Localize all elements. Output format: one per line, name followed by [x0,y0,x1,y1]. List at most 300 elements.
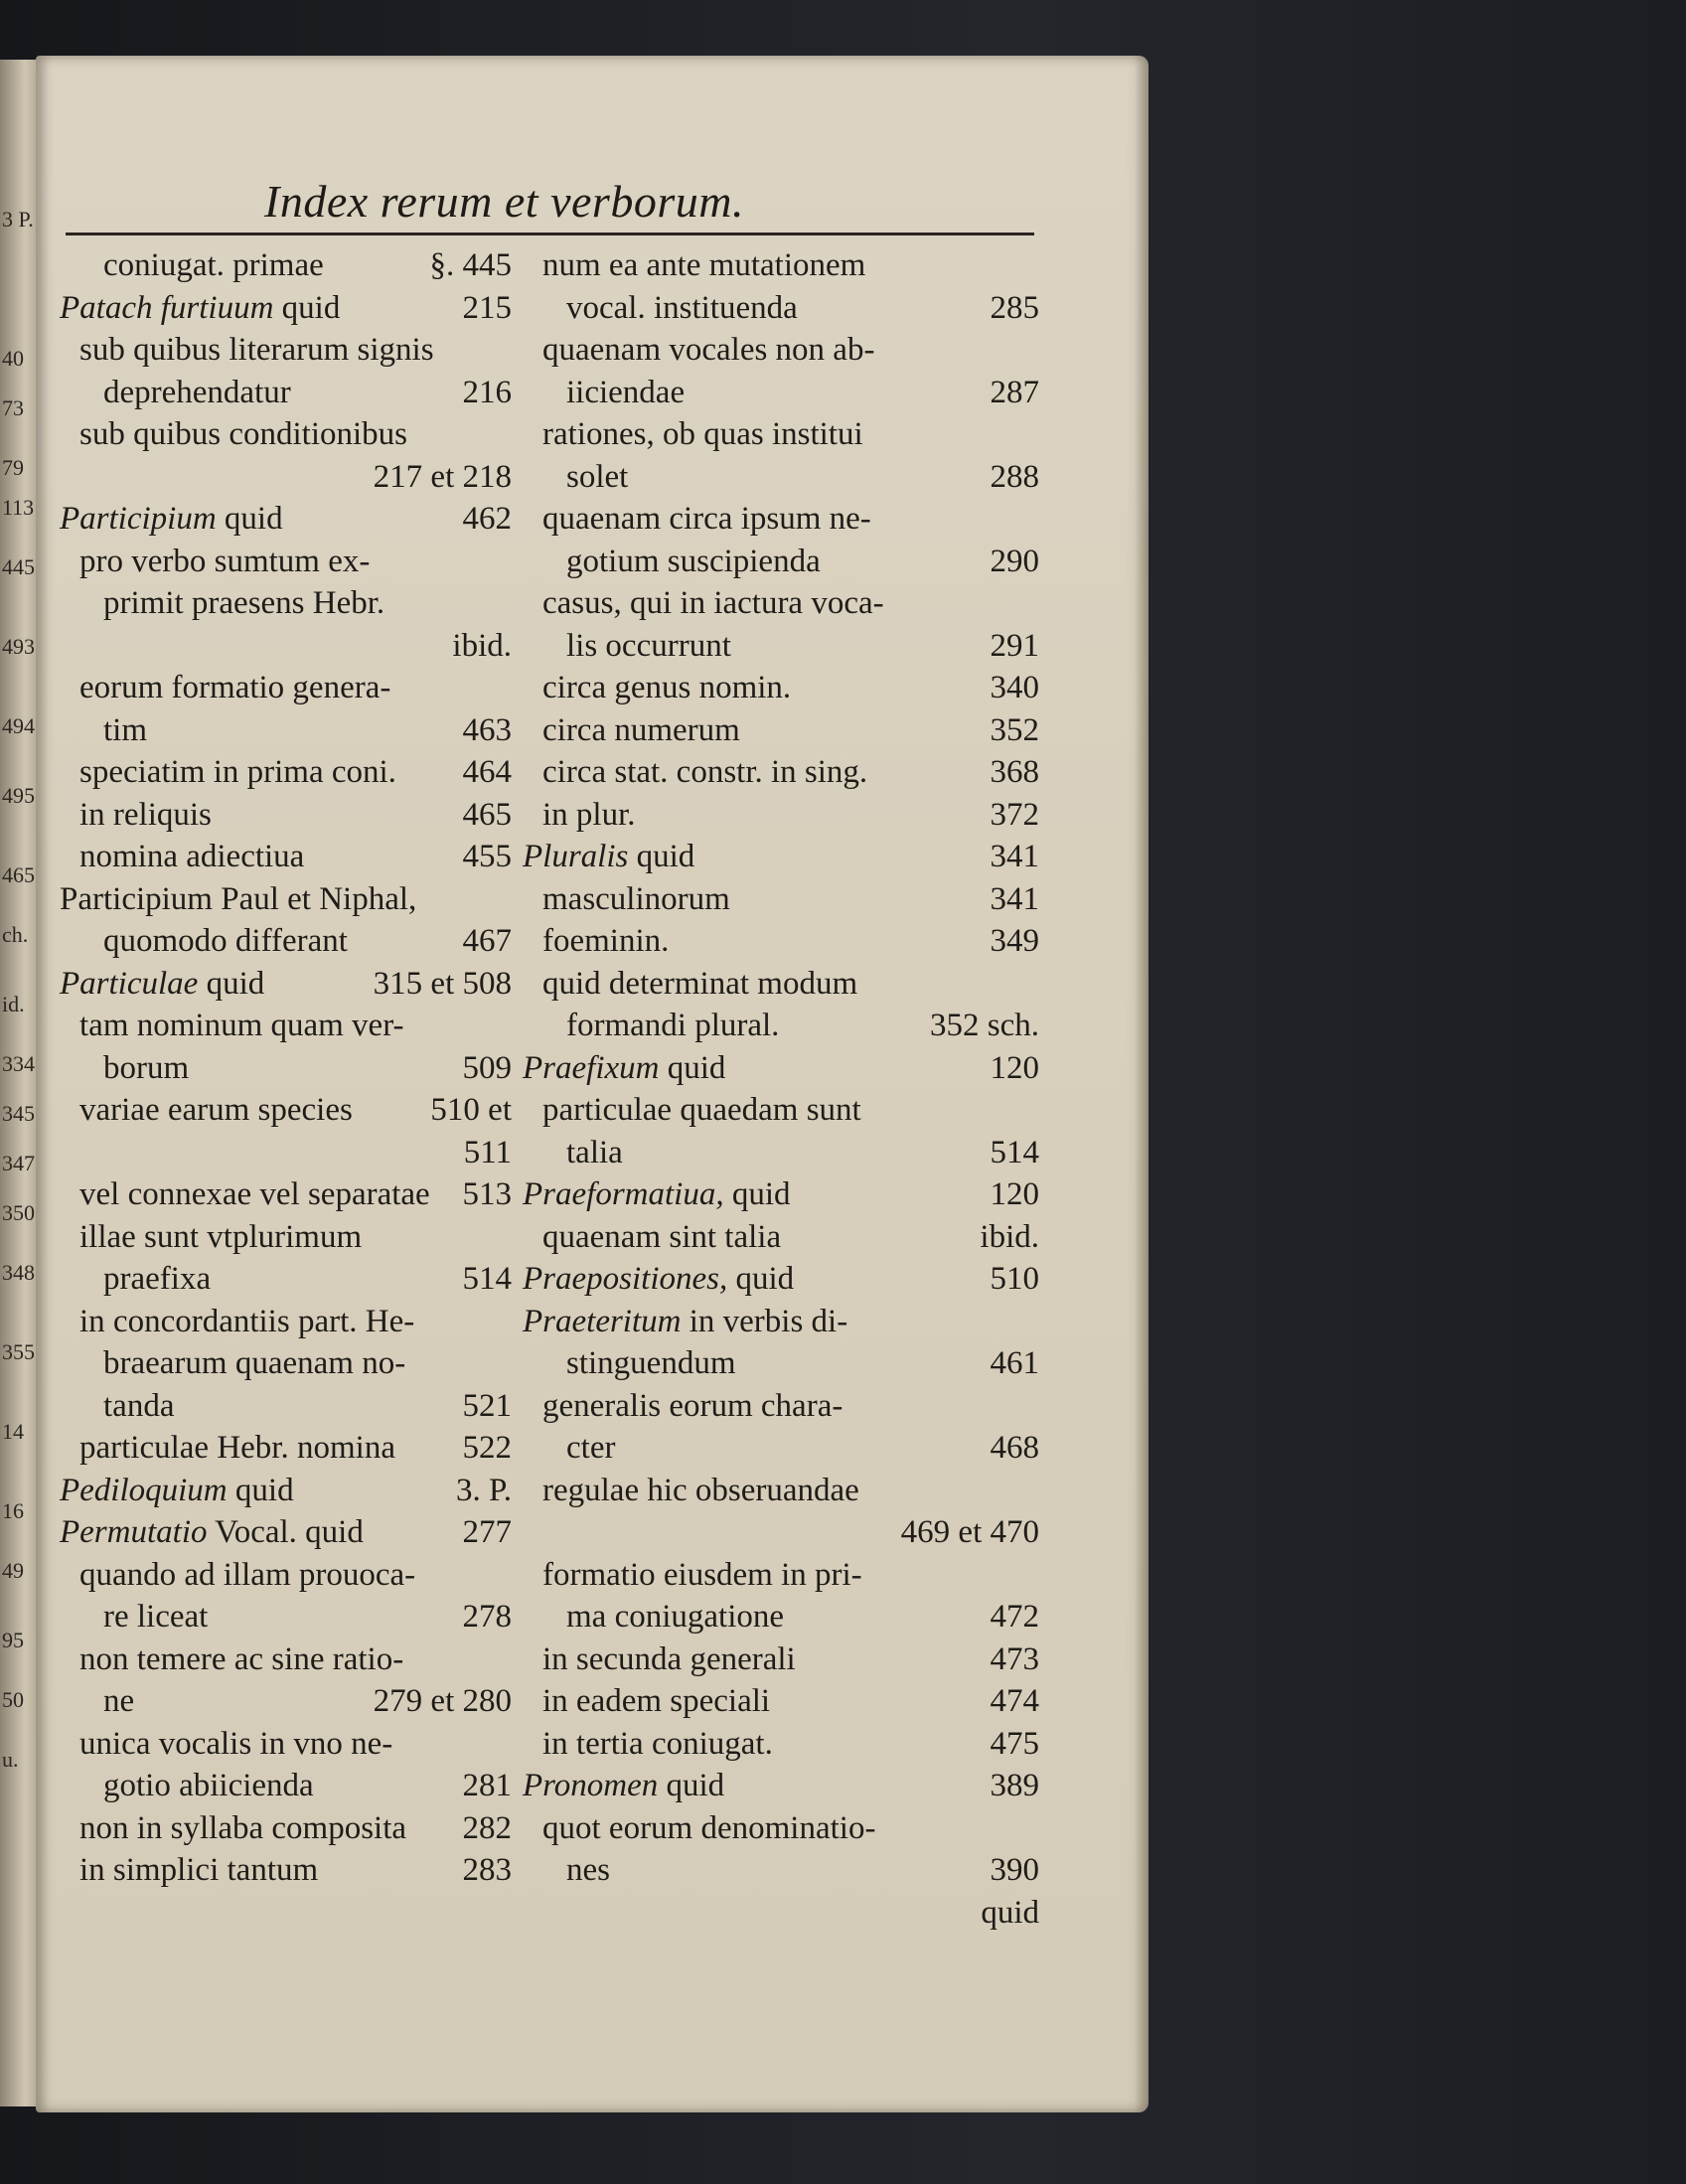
entry-description: regulae hic obseruandae [542,1472,859,1508]
entry-text [542,1089,861,1132]
margin-fragment: 494 [2,713,35,738]
index-entry-line [523,1511,1039,1554]
entry-description: solet [566,458,629,495]
entry-text [566,1342,736,1385]
entry-description: vel connexae vel separatae [79,1176,430,1212]
index-entry-line [523,541,1039,583]
entry-description: quid [224,501,283,537]
entry-term: Praefixum [523,1049,660,1086]
entry-page-ref: 283 [462,1852,512,1888]
entry-page-ref: quid [981,1894,1039,1931]
entry-text [103,1342,405,1385]
margin-fragment: 348 [2,1260,35,1285]
entry-text [60,287,340,330]
index-entry-line [60,1554,512,1597]
entry-page-ref: 474 [990,1683,1039,1719]
entry-text [542,963,857,1006]
margin-fragment: 493 [2,634,35,659]
entry-page-ref: 372 [990,796,1039,833]
entry-page-ref: 315 et 508 [373,965,512,1002]
entry-description: quid [735,1261,795,1297]
entry-text [542,751,867,794]
entry-page-ref: 462 [462,501,512,537]
entry-page-ref: 340 [990,670,1039,705]
entry-text [79,667,390,709]
entry-description: sub quibus literarum signis [79,332,434,368]
entry-description: quid [636,839,695,874]
index-entry-line [60,1723,512,1766]
entry-text [542,244,865,287]
entry-page-ref: 215 [462,289,512,326]
entry-description: gotio abiicienda [103,1768,314,1803]
entry-text [566,1132,623,1174]
index-entry-line [523,413,1039,456]
entry-description: in eadem speciali [542,1683,771,1719]
entry-text [542,1807,875,1850]
entry-text [566,372,685,414]
entry-text [523,1301,847,1343]
entry-text [103,1385,174,1428]
margin-fragment: 14 [2,1419,24,1444]
entry-description: talia [566,1134,623,1170]
entry-page-ref: 461 [990,1345,1039,1381]
entry-description: formandi plural. [566,1008,780,1043]
entry-description: variae earum species [79,1092,353,1128]
entry-page-ref: 510 et [430,1092,512,1128]
entry-text [79,1216,362,1259]
entry-term: Pronomen [523,1768,659,1803]
entry-text [103,1047,189,1090]
margin-fragment: id. [2,992,25,1016]
margin-fragment: 49 [2,1558,24,1583]
index-entry-line [60,1680,512,1723]
index-entry-line [60,1511,512,1554]
entry-description: in plur. [542,796,636,833]
entry-page-ref: 390 [990,1852,1039,1888]
entry-description: braearum quaenam no- [103,1345,406,1381]
entry-text [566,287,798,330]
entry-description: nes [566,1852,610,1888]
entry-text [542,667,791,709]
entry-page-ref: 282 [462,1809,512,1846]
adjacent-page-edge [0,60,38,2106]
entry-text [542,582,884,625]
index-entry-line [60,1005,512,1047]
margin-fragment: 465 [2,862,35,887]
margin-fragment: u. [2,1747,19,1772]
index-entry-line [523,1301,1039,1343]
entry-description: quando ad illam prouoca- [79,1556,416,1593]
index-entry-line [60,1342,512,1385]
margin-fragment: 79 [2,455,24,480]
entry-page-ref: 341 [990,880,1039,917]
entry-description: ma coniugatione [566,1599,785,1635]
entry-text [542,413,863,456]
index-entry-line [60,1132,512,1174]
index-entry-line [523,1005,1039,1047]
entry-term: Participium [60,501,217,537]
running-head: Index rerum et verborum. [264,176,744,227]
entry-description: foeminin. [542,923,670,959]
entry-description: particulae Hebr. nomina [79,1430,395,1466]
index-entry-line [523,878,1039,921]
entry-description: quaenam sint talia [542,1218,782,1255]
entry-page-ref: ibid. [452,627,512,664]
index-entry-line [60,456,512,499]
entry-term: Permutatio [60,1514,208,1550]
entry-description: deprehendatur [103,374,291,410]
index-entry-line [60,244,512,287]
index-entry-line [60,1301,512,1343]
entry-description: speciatim in prima coni. [79,754,396,790]
entry-text [79,836,304,878]
index-entry-line [60,1258,512,1301]
entry-description: quot eorum denominatio- [542,1809,876,1846]
entry-text [542,1385,843,1428]
index-entry-line [60,372,512,414]
entry-page-ref: 285 [990,289,1039,326]
entry-page-ref: 3. P. [456,1472,512,1508]
entry-page-ref: 277 [462,1514,512,1550]
entry-term: Particulae [60,965,199,1002]
margin-fragment: 16 [2,1498,24,1523]
entry-description: quid [234,1472,294,1508]
entry-description: praefixa [103,1261,212,1297]
entry-page-ref: 279 et 280 [373,1683,512,1719]
entry-page-ref: 368 [990,754,1039,790]
index-entry-line [60,709,512,752]
index-entry-line [523,582,1039,625]
index-entry-line [60,1047,512,1090]
margin-fragment: 334 [2,1051,35,1076]
index-entry-line [523,287,1039,330]
entry-description: non temere ac sine ratio- [79,1640,404,1677]
entry-text [103,1596,208,1638]
entry-text [79,1554,415,1597]
index-entry-line [60,1173,512,1216]
entry-description: gotium suscipienda [566,543,821,579]
entry-description: masculinorum [542,880,730,917]
index-entry-line [523,836,1039,878]
entry-description: borum [103,1049,190,1086]
index-entry-line [60,541,512,583]
entry-text [523,836,694,878]
index-entry-line [523,625,1039,668]
entry-description: sub quibus conditionibus [79,416,408,452]
entry-text [103,1765,314,1807]
entry-term: Praepositiones, [523,1261,728,1297]
index-entry-line [523,1173,1039,1216]
entry-text [103,920,348,963]
entry-text [60,1511,364,1554]
entry-description: primit praesens Hebr. [103,585,385,621]
entry-text [542,1216,781,1259]
entry-text [79,1723,392,1766]
entry-text [523,1173,791,1216]
index-entry-line [523,372,1039,414]
entry-description: illae sunt vtplurimum [79,1218,363,1255]
entry-text [542,1470,859,1512]
entry-term: Pediloquium [60,1472,228,1508]
entry-description: vocal. instituenda [566,289,798,326]
entry-text [103,1680,134,1723]
entry-page-ref: 455 [462,839,512,874]
entry-text [60,878,416,921]
index-entry-line [523,751,1039,794]
margin-fragment: 347 [2,1151,35,1175]
entry-description: quid [281,289,341,326]
entry-text [523,1258,794,1301]
entry-description: ne [103,1683,135,1719]
entry-page-ref: 341 [990,839,1039,874]
margin-fragment: 40 [2,346,24,371]
entry-page-ref: 522 [462,1430,512,1466]
margin-fragment: 345 [2,1101,35,1126]
entry-page-ref: 463 [462,711,512,748]
index-entry-line [60,413,512,456]
entry-text [542,1554,862,1597]
index-entry-line [523,963,1039,1006]
entry-page-ref: 521 [462,1387,512,1424]
index-entry-line [523,329,1039,372]
entry-page-ref: 281 [462,1768,512,1803]
entry-text [566,625,731,668]
entry-text [79,1849,318,1892]
entry-page-ref: 467 [462,923,512,959]
entry-text [60,498,283,541]
entry-text [523,1765,724,1807]
entry-text [542,794,636,837]
entry-text [103,1258,211,1301]
entry-text [103,244,324,287]
entry-page-ref: 288 [990,458,1039,495]
index-entry-line [523,1765,1039,1807]
entry-description: num ea ante mutationem [542,247,866,283]
index-entry-line [523,1089,1039,1132]
entry-text [79,329,434,372]
index-entry-line [60,1807,512,1850]
entry-page-ref: 511 [463,1134,512,1170]
entry-text [103,372,291,414]
entry-term: Pluralis [523,839,629,874]
entry-description: casus, qui in iactura voca- [542,585,884,621]
book-page [36,56,1149,2112]
entry-description: rationes, ob quas institui [542,416,863,452]
index-entry-line [60,1427,512,1470]
entry-text [79,1089,353,1132]
entry-page-ref: 509 [462,1049,512,1086]
entry-page-ref: 120 [990,1176,1039,1212]
entry-text [103,709,147,752]
entry-page-ref: 278 [462,1599,512,1635]
entry-page-ref: 472 [990,1599,1039,1635]
entry-description: quomodo differant [103,923,348,959]
index-entry-line [60,329,512,372]
index-entry-line [523,1638,1039,1681]
index-entry-line [523,456,1039,499]
entry-text [566,1005,779,1047]
entry-description: in verbis di- [689,1303,848,1339]
entry-description: in reliquis [79,796,212,833]
index-entry-line [523,1554,1039,1597]
index-entry-line [523,1470,1039,1512]
index-entry-line [60,1216,512,1259]
entry-description: Vocal. quid [215,1514,364,1550]
entry-description: pro verbo sumtum ex- [79,543,371,579]
index-entry-line [523,920,1039,963]
margin-fragment: ch. [2,922,29,947]
entry-page-ref: 290 [990,543,1039,579]
entry-page-ref: 514 [462,1261,512,1297]
index-entry-line [60,1596,512,1638]
entry-text [79,1638,403,1681]
entry-term: Patach furtiuum [60,289,274,326]
index-entry-line [60,1849,512,1892]
index-entry-line [60,287,512,330]
entry-description: particulae quaedam sunt [542,1092,861,1128]
index-entry-line [523,709,1039,752]
index-entry-line [60,836,512,878]
entry-text [79,1807,406,1850]
entry-text [542,329,874,372]
entry-description: quid [206,965,265,1002]
entry-text [79,541,370,583]
entry-page-ref: 217 et 218 [373,458,512,495]
margin-fragment: 355 [2,1339,35,1364]
entry-page-ref: 473 [990,1640,1039,1677]
entry-page-ref: 349 [990,923,1039,959]
entry-page-ref: ibid. [980,1218,1039,1255]
entry-description: lis occurrunt [566,627,731,664]
margin-fragment: 3 P. [2,207,34,232]
entry-text [566,1596,784,1638]
margin-fragment: 95 [2,1628,24,1652]
entry-description: Participium Paul et Niphal, [60,880,417,917]
entry-text [542,1680,770,1723]
index-entry-line [60,963,512,1006]
entry-page-ref: 291 [990,627,1039,664]
entry-description: in tertia coniugat. [542,1725,773,1762]
entry-text [542,920,669,963]
entry-text [542,878,730,921]
entry-description: generalis eorum chara- [542,1387,843,1424]
entry-text [566,456,628,499]
index-entry-line [60,920,512,963]
entry-description: re liceat [103,1599,209,1635]
entry-description: cter [566,1430,616,1466]
entry-text [79,1301,414,1343]
margin-fragment: 445 [2,554,35,579]
entry-description: coniugat. primae [103,247,324,283]
index-entry-line [523,1807,1039,1850]
index-entry-line [523,1596,1039,1638]
index-entry-line [523,1216,1039,1259]
entry-description: quid determinat modum [542,965,858,1002]
index-entry-line [60,751,512,794]
entry-text [566,541,821,583]
index-entry-line [60,625,512,668]
entry-term: Praeteritum [523,1303,682,1339]
index-entry-line [60,1765,512,1807]
index-entry-line [523,1342,1039,1385]
entry-description: quaenam vocales non ab- [542,332,875,368]
entry-description: in secunda generali [542,1640,796,1677]
index-entry-line [60,1385,512,1428]
entry-term: Praeformatiua, [523,1176,724,1212]
entry-page-ref: 216 [462,374,512,410]
entry-description: in simplici tantum [79,1852,319,1888]
entry-description: quid [731,1176,791,1212]
entry-description: in concordantiis part. He- [79,1303,415,1339]
entry-description: circa stat. constr. in sing. [542,754,868,790]
index-entry-line [523,1723,1039,1766]
entry-description: unica vocalis in vno ne- [79,1725,393,1762]
entry-description: formatio eiusdem in pri- [542,1556,862,1593]
entry-text [542,1638,796,1681]
entry-text [79,1005,404,1047]
entry-page-ref: 468 [990,1430,1039,1466]
head-rule [66,233,1034,235]
entry-text [103,582,384,625]
entry-text [79,1427,395,1470]
entry-description: circa genus nomin. [542,670,792,705]
entry-description: non in syllaba composita [79,1809,407,1846]
entry-page-ref: 389 [990,1768,1039,1803]
entry-description: tim [103,711,148,748]
index-entry-line [60,582,512,625]
entry-page-ref: 465 [462,796,512,833]
index-entry-line [60,1638,512,1681]
index-column-right [523,244,1039,1934]
entry-page-ref: 475 [990,1725,1039,1762]
entry-text [566,1427,615,1470]
index-entry-line [523,1258,1039,1301]
index-entry-line [523,667,1039,709]
entry-page-ref: 514 [990,1134,1039,1170]
entry-text [542,709,740,752]
index-entry-line [60,878,512,921]
entry-page-ref: 352 [990,711,1039,748]
index-entry-line [523,1385,1039,1428]
index-entry-line [523,1047,1039,1090]
index-entry-line [523,1680,1039,1723]
margin-fragment: 50 [2,1687,24,1712]
index-entry-line [60,667,512,709]
entry-text [79,1173,430,1216]
entry-description: circa numerum [542,711,740,748]
index-entry-line [523,1132,1039,1174]
entry-page-ref: 352 sch. [930,1008,1039,1043]
entry-text [60,1470,294,1512]
entry-description: eorum formatio genera- [79,670,391,705]
entry-page-ref: 464 [462,754,512,790]
entry-description: tam nominum quam ver- [79,1008,404,1043]
entry-page-ref: 120 [990,1049,1039,1086]
index-entry-line [523,794,1039,837]
entry-text [60,963,264,1006]
margin-fragment: 495 [2,783,35,808]
entry-text [542,498,871,541]
index-entry-line [523,1892,1039,1935]
index-column-left [60,244,512,1892]
entry-page-ref: 287 [990,374,1039,410]
entry-description: quid [666,1768,725,1803]
entry-description: quaenam circa ipsum ne- [542,501,871,537]
index-entry-line [523,498,1039,541]
entry-text [566,1849,610,1892]
margin-fragment: 113 [2,495,35,520]
margin-fragment: 350 [2,1200,35,1225]
